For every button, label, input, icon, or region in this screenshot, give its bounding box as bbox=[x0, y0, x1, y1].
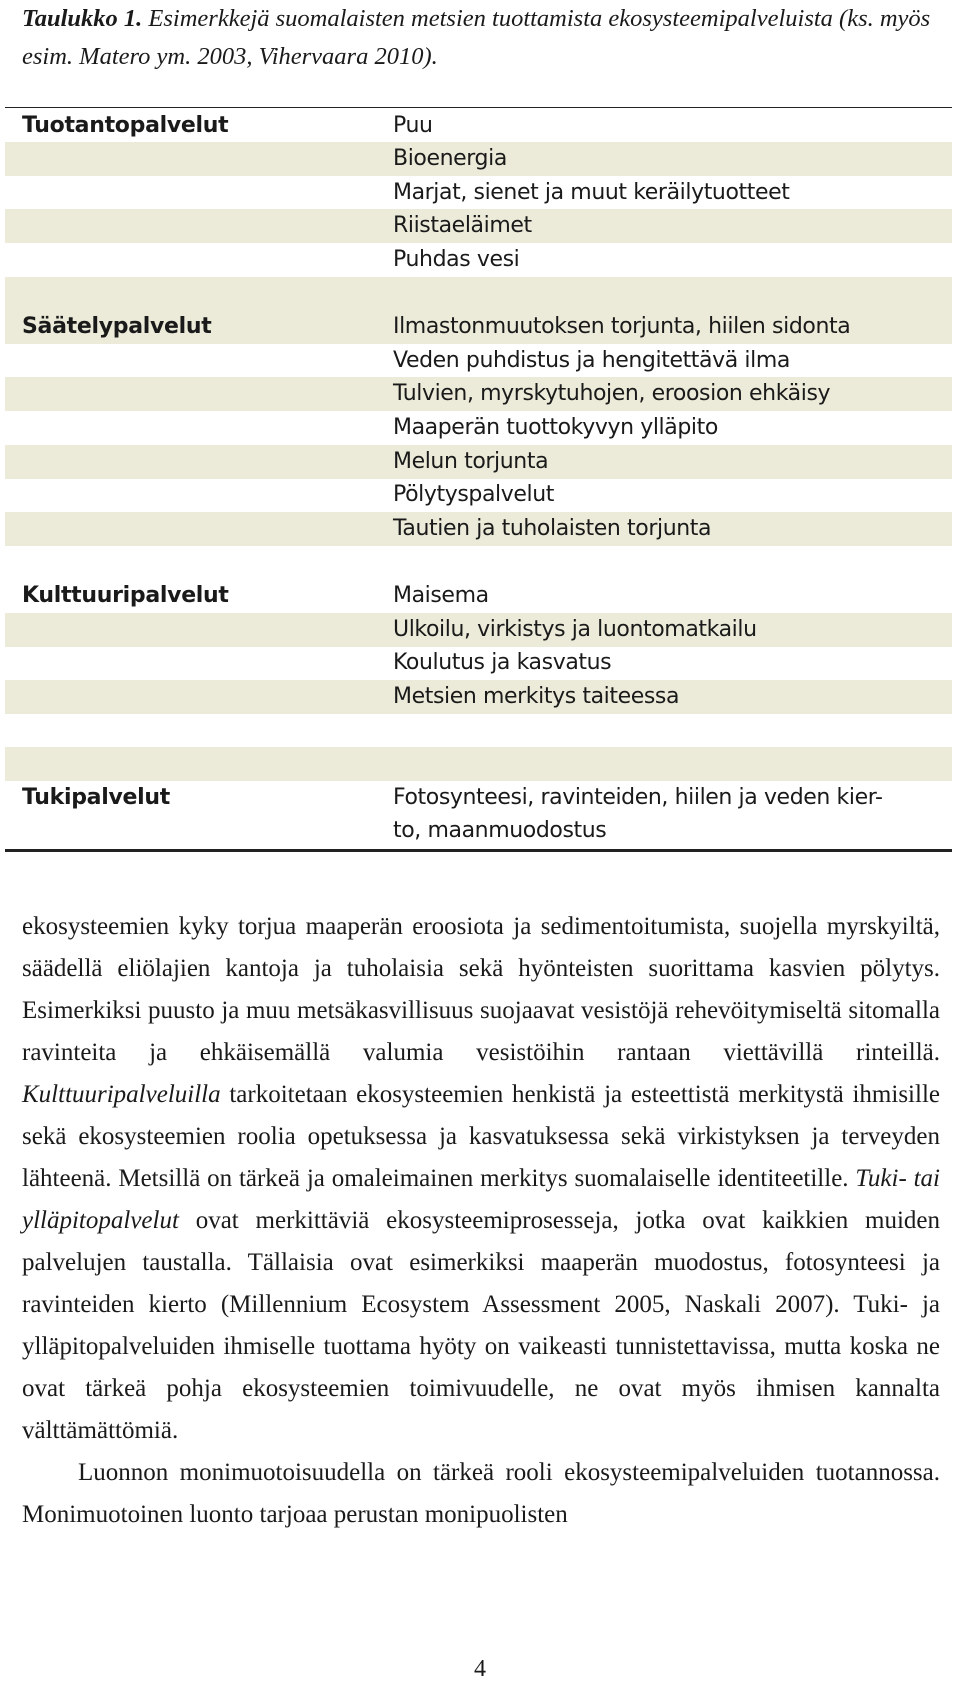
table-item: Veden puhdistus ja hengitettävä ilma bbox=[393, 347, 790, 373]
table-item: Bioenergia bbox=[393, 146, 507, 172]
table-row bbox=[5, 109, 952, 143]
table-row bbox=[5, 478, 952, 512]
table-row bbox=[5, 310, 952, 344]
table-row bbox=[5, 176, 952, 210]
paragraph-1-part-a: ekosysteemien kyky torjua maaperän eroosiota ja sedimentoitumista, suojella myrskyiltä, säädellä eliölajien kantoja ja tuholaisia sekä hyönteisten suorittama kasvien pölytys. Esimerkiksi puusto ja muu metsäkasvillisuus suojaavat vesistöjä rehevöitymiseltä sitomalla ravinteita ja ehkäisemällä valumia vesistöihin rantaan viettävillä rinteillä. bbox=[22, 913, 940, 1066]
table-item: Marjat, sienet ja muut keräilytuotteet bbox=[393, 179, 790, 205]
table-bottom-rule bbox=[5, 849, 952, 852]
term-tukipalvelut: Tuki- tai ylläpitopalvelut bbox=[22, 1165, 940, 1234]
table-caption bbox=[22, 0, 942, 76]
paragraph-1-part-c: ovat merkittäviä ekosysteemiprosesseja, jotka ovat kaikkien muiden palvelujen taustalla. Tällaisia ovat esimerkiksi maaperän muodostus, fotosynteesi ja ravinteiden kierto (Millennium Ecosystem Assessment 2005, Naskali 2007). Tuki- ja ylläpitopalveluiden ihmiselle tuottama hyöty on vaikeasti tunnistettavissa, mutta koska ne ovat tärkeä pohja ekosysteemien toimivuudelle, ne ovat myös ihmisen kannalta välttämättömiä. bbox=[22, 1207, 940, 1444]
table-item: Ilmastonmuutoksen torjunta, hiilen sidonta bbox=[393, 314, 851, 340]
table-row bbox=[5, 613, 952, 647]
term-kulttuuripalveluilla: Kulttuuripalveluilla bbox=[22, 1081, 221, 1108]
paragraph-2: Luonnon monimuotoisuudella on tärkeä rooli ekosysteemipalveluiden tuotannossa. Monimuotoinen luonto tarjoaa perustan monipuolisten bbox=[22, 1459, 940, 1528]
table-item: Koulutus ja kasvatus bbox=[393, 650, 612, 676]
table-row bbox=[5, 377, 952, 411]
table-row bbox=[5, 781, 952, 815]
ecosystem-services-table bbox=[5, 107, 952, 849]
table-item: Ulkoilu, virkistys ja luontomatkailu bbox=[393, 616, 757, 642]
table-row bbox=[5, 680, 952, 714]
table-row bbox=[5, 646, 952, 680]
table-item: Riistaeläimet bbox=[393, 213, 532, 239]
table-row bbox=[5, 512, 952, 546]
table-item: Maisema bbox=[393, 582, 489, 608]
table-row bbox=[5, 545, 952, 579]
table-category-label: Tukipalvelut bbox=[22, 784, 170, 810]
table-item: Puhdas vesi bbox=[393, 246, 520, 272]
table-row bbox=[5, 411, 952, 445]
table-item: Pölytyspalvelut bbox=[393, 482, 554, 508]
table-item: Melun torjunta bbox=[393, 448, 549, 474]
table-category-label: Säätelypalvelut bbox=[22, 314, 212, 340]
table-item: Maaperän tuottokyvyn ylläpito bbox=[393, 414, 718, 440]
table-row bbox=[5, 747, 952, 781]
table-caption-text: Esimerkkejä suomalaisten metsien tuottamista ekosysteemipalveluista (ks. myös esim. Matero ym. 2003, Vihervaara 2010). bbox=[22, 5, 931, 70]
table-item: Fotosynteesi, ravinteiden, hiilen ja veden kier- bbox=[393, 784, 883, 810]
table-row bbox=[5, 142, 952, 176]
table-category-label: Tuotantopalvelut bbox=[22, 112, 229, 138]
table-item: Tulvien, myrskytuhojen, eroosion ehkäisy bbox=[393, 381, 831, 407]
paragraph-1-part-b: tarkoitetaan ekosysteemien henkistä ja esteettistä merkitystä ihmisille sekä ekosysteemien roolia opetuksessa ja kasvatuksessa sekä virkistyksen ja terveyden lähteenä. Metsillä on tärkeä ja omaleimainen merkitys suomalaiselle identiteetille. bbox=[22, 1081, 940, 1192]
table-item: to, maanmuodostus bbox=[393, 818, 607, 844]
table-row bbox=[5, 277, 952, 311]
table-item: Puu bbox=[393, 112, 433, 138]
paragraph-1 bbox=[22, 906, 940, 1452]
table-item: Metsien merkitys taiteessa bbox=[393, 683, 680, 709]
page-number: 4 bbox=[474, 1656, 486, 1682]
body-text bbox=[22, 906, 940, 1536]
table-row bbox=[5, 344, 952, 378]
table-row bbox=[5, 445, 952, 479]
table-row bbox=[5, 814, 952, 848]
table-row bbox=[5, 579, 952, 613]
table-caption-label: Taulukko 1. bbox=[22, 5, 143, 32]
table-row bbox=[5, 243, 952, 277]
table-item: Tautien ja tuholaisten torjunta bbox=[393, 515, 712, 541]
table-row bbox=[5, 209, 952, 243]
table-row bbox=[5, 713, 952, 747]
table-category-label: Kulttuuripalvelut bbox=[22, 582, 229, 608]
